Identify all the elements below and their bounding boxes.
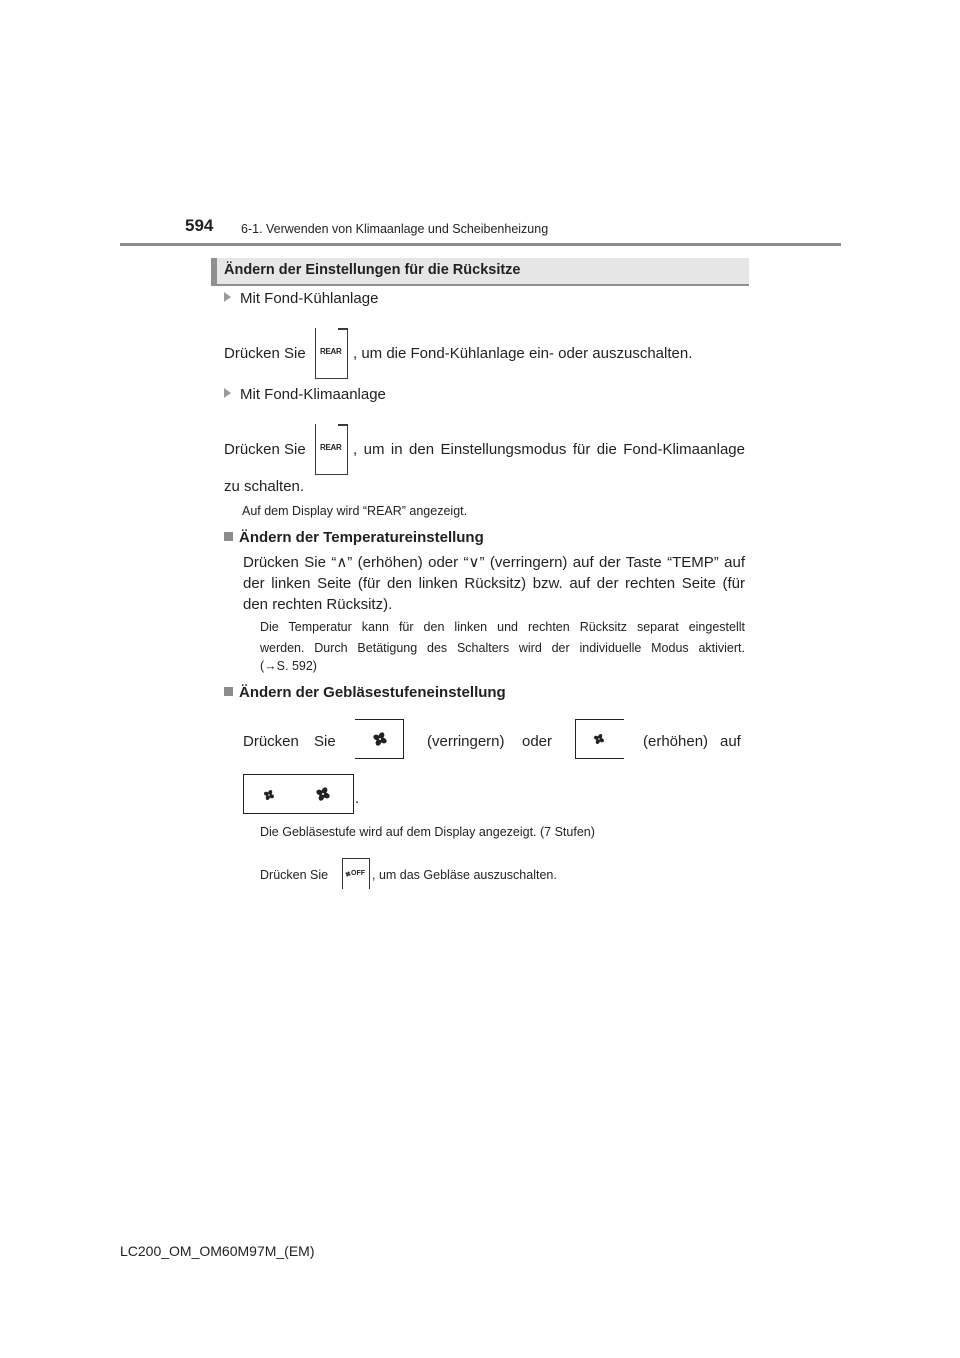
page-number: 594 bbox=[185, 216, 214, 235]
ac-note: Auf dem Display wird “REAR” angezeigt. bbox=[242, 504, 468, 518]
temp-note-3: (→S. 592) bbox=[260, 659, 317, 673]
temp-note-2: werden. Durch Betätigung des Schalters wird der individuelle Modus aktiviert. bbox=[260, 641, 745, 655]
temp-heading bbox=[224, 528, 484, 547]
cooler-heading bbox=[224, 289, 378, 308]
fan-word-druecken: Drücken bbox=[243, 733, 299, 750]
cooler-text-post: , um die Fond-Kühlanlage ein- oder auszuschalten. bbox=[353, 345, 693, 362]
off-button-label: OFF bbox=[351, 870, 365, 877]
ac-heading-text: Mit Fond-Klimaanlage bbox=[240, 386, 386, 403]
fan-icon bbox=[263, 789, 275, 801]
fan-off-post: , um das Gebläse auszuschalten. bbox=[372, 868, 557, 882]
fan-icon bbox=[315, 786, 331, 802]
fan-word-auf: auf bbox=[720, 733, 741, 750]
fan-off-button[interactable] bbox=[342, 858, 370, 889]
triangle-bullet-icon bbox=[224, 292, 231, 302]
cooler-text-pre: Drücken Sie bbox=[224, 345, 306, 362]
fan-icon bbox=[372, 731, 388, 747]
temp-line-2: der linken Seite (für den linken Rücksitz) bzw. auf der rechten Seite (für bbox=[243, 575, 745, 592]
square-bullet-icon bbox=[224, 532, 233, 541]
fan-word-oder: oder bbox=[522, 733, 553, 750]
ac-text-pre: Drücken Sie bbox=[224, 441, 306, 458]
section-title: Ändern der Einstellungen für die Rücksitze bbox=[224, 262, 521, 278]
header-divider bbox=[120, 243, 841, 246]
section-title-bar bbox=[211, 258, 749, 286]
section-accent bbox=[211, 258, 217, 284]
rear-button-cooler[interactable] bbox=[315, 328, 348, 379]
button-edge bbox=[338, 328, 348, 330]
rear-button-label: REAR bbox=[320, 347, 342, 356]
fan-word-verringern: (verringern) bbox=[427, 733, 505, 750]
fan-increase-button[interactable] bbox=[575, 719, 624, 759]
triangle-bullet-icon bbox=[224, 388, 231, 398]
chapter-title: 6-1. Verwenden von Klimaanlage und Scheibenheizung bbox=[241, 222, 549, 236]
temp-line-3: den rechten Rücksitz). bbox=[243, 596, 393, 613]
fan-word-erhoehen: (erhöhen) bbox=[643, 733, 709, 750]
fan-icon bbox=[593, 733, 605, 745]
fan-heading-text: Ändern der Gebläsestufeneinstellung bbox=[239, 684, 506, 701]
fan-heading bbox=[224, 683, 506, 702]
square-bullet-icon bbox=[224, 687, 233, 696]
ac-text-post: , um in den Einstellungsmodus für die Fond-Klimaanlage bbox=[353, 441, 745, 458]
fan-word-sie: Sie bbox=[314, 733, 336, 750]
fan-note: Die Gebläsestufe wird auf dem Display angezeigt. (7 Stufen) bbox=[260, 825, 595, 839]
button-edge bbox=[338, 424, 348, 426]
fan-decrease-button[interactable] bbox=[355, 719, 404, 759]
ac-text-cont: zu schalten. bbox=[224, 478, 305, 495]
fan-off-pre: Drücken Sie bbox=[260, 868, 329, 882]
fan-speed-switch[interactable] bbox=[243, 774, 354, 814]
temp-line-1: Drücken Sie “∧” (erhöhen) oder “∨” (verringern) auf der Taste “TEMP” auf bbox=[243, 554, 745, 571]
cooler-heading-text: Mit Fond-Kühlanlage bbox=[240, 290, 379, 307]
rear-button-ac[interactable] bbox=[315, 424, 348, 475]
temp-heading-text: Ändern der Temperatureinstellung bbox=[239, 529, 484, 546]
rear-button-label: REAR bbox=[320, 443, 342, 452]
ac-heading bbox=[224, 385, 386, 404]
fan-period: . bbox=[355, 790, 360, 807]
temp-note-1: Die Temperatur kann für den linken und rechten Rücksitz separat eingestellt bbox=[260, 620, 745, 634]
document-code: LC200_OM_OM60M97M_(EM) bbox=[120, 1243, 315, 1259]
